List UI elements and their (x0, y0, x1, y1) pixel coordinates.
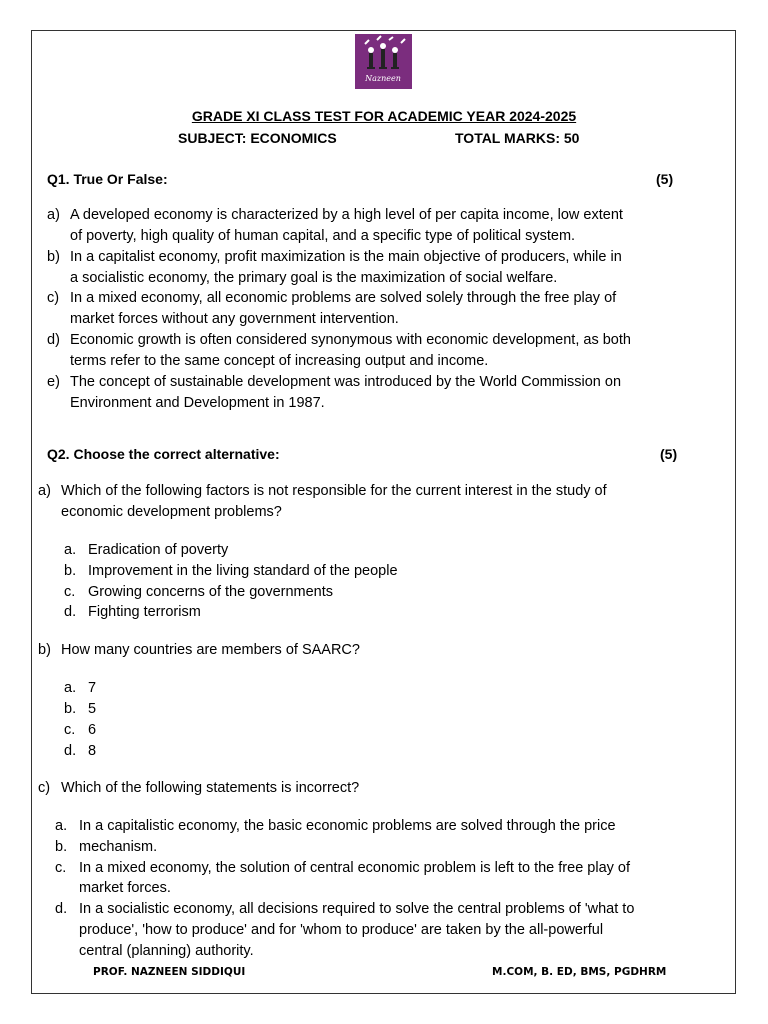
option-text: In a socialistic economy, all decisions required to solve the central problems of 'what to (79, 901, 635, 917)
option-label: b. (64, 701, 77, 717)
option-text: produce', 'how to produce' and for 'whom to produce' are taken by the all-powerful (79, 922, 604, 938)
option-label: c. (64, 584, 76, 600)
q2-question-text: How many countries are members of SAARC? (61, 642, 360, 658)
total-marks: TOTAL MARKS: 50 (455, 130, 580, 146)
q1-item-text: terms refer to the same concept of increasing output and income. (70, 353, 489, 369)
option-label: d. (55, 901, 68, 917)
option-text: Improvement in the living standard of the people (88, 563, 398, 579)
option-text: Growing concerns of the governments (88, 584, 334, 600)
q2-question-label: a) (38, 483, 51, 499)
option-text: Eradication of poverty (88, 542, 229, 558)
q1-item-text: In a capitalist economy, profit maximization is the main objective of producers, while in (70, 249, 622, 265)
option-text: market forces. (79, 880, 171, 896)
footer-credentials: M.COM, B. ED, BMS, PGDHRM (492, 966, 667, 978)
logo-text: Nazneen (365, 74, 401, 83)
q1-item-label: c) (47, 290, 60, 306)
option-label: c. (64, 722, 76, 738)
q2-question-label: b) (38, 642, 51, 658)
footer-author: PROF. NAZNEEN SIDDIQUI (93, 966, 246, 978)
option-label: a. (64, 542, 77, 558)
q1-item-label: e) (47, 374, 60, 390)
subject-label: SUBJECT: ECONOMICS (178, 130, 337, 146)
option-text: 6 (88, 722, 97, 738)
option-label: a. (64, 680, 77, 696)
option-text: In a mixed economy, the solution of central economic problem is left to the free play of (79, 860, 631, 876)
option-label: d. (64, 743, 77, 759)
logo-graphic (355, 34, 412, 89)
q2-heading: Q2. Choose the correct alternative: (47, 446, 280, 462)
q1-item-text: Environment and Development in 1987. (70, 395, 325, 411)
q1-item-label: a) (47, 207, 60, 223)
option-label: a. (55, 818, 68, 834)
q1-item-text: The concept of sustainable development was introduced by the World Commission on (70, 374, 622, 390)
q2-question-text: Which of the following factors is not responsible for the current interest in the study of (61, 483, 607, 499)
option-text: 5 (88, 701, 97, 717)
option-text: 7 (88, 680, 97, 696)
q1-item-label: d) (47, 332, 60, 348)
option-text: 8 (88, 743, 97, 759)
option-text: Fighting terrorism (88, 604, 201, 620)
q1-heading: Q1. True Or False: (47, 171, 168, 187)
option-label: b. (55, 839, 68, 855)
option-text: central (planning) authority. (79, 943, 254, 959)
page-title: GRADE XI CLASS TEST FOR ACADEMIC YEAR 2024-2025 (191, 108, 577, 124)
q1-item-text: market forces without any government intervention. (70, 311, 399, 327)
q1-item-text: In a mixed economy, all economic problems are solved solely through the free play of (70, 290, 617, 306)
q2-question-label: c) (38, 780, 51, 796)
q1-item-text: A developed economy is characterized by a high level of per capita income, low extent (70, 207, 623, 223)
option-text: In a capitalistic economy, the basic economic problems are solved through the price (79, 818, 616, 834)
option-text: mechanism. (79, 839, 158, 855)
q2-marks: (5) (660, 446, 678, 462)
q1-item-text: a socialistic economy, the primary goal is the maximization of social welfare. (70, 270, 558, 286)
option-label: b. (64, 563, 77, 579)
q1-item-text: Economic growth is often considered synonymous with economic development, as both (70, 332, 631, 348)
q1-item-label: b) (47, 249, 60, 265)
q2-question-text: economic development problems? (61, 504, 282, 520)
option-label: c. (55, 860, 67, 876)
q1-item-text: of poverty, high quality of human capital, and a specific type of political system. (70, 228, 576, 244)
logo (355, 34, 412, 89)
q1-marks: (5) (656, 171, 674, 187)
option-label: d. (64, 604, 77, 620)
q2-question-text: Which of the following statements is incorrect? (61, 780, 360, 796)
